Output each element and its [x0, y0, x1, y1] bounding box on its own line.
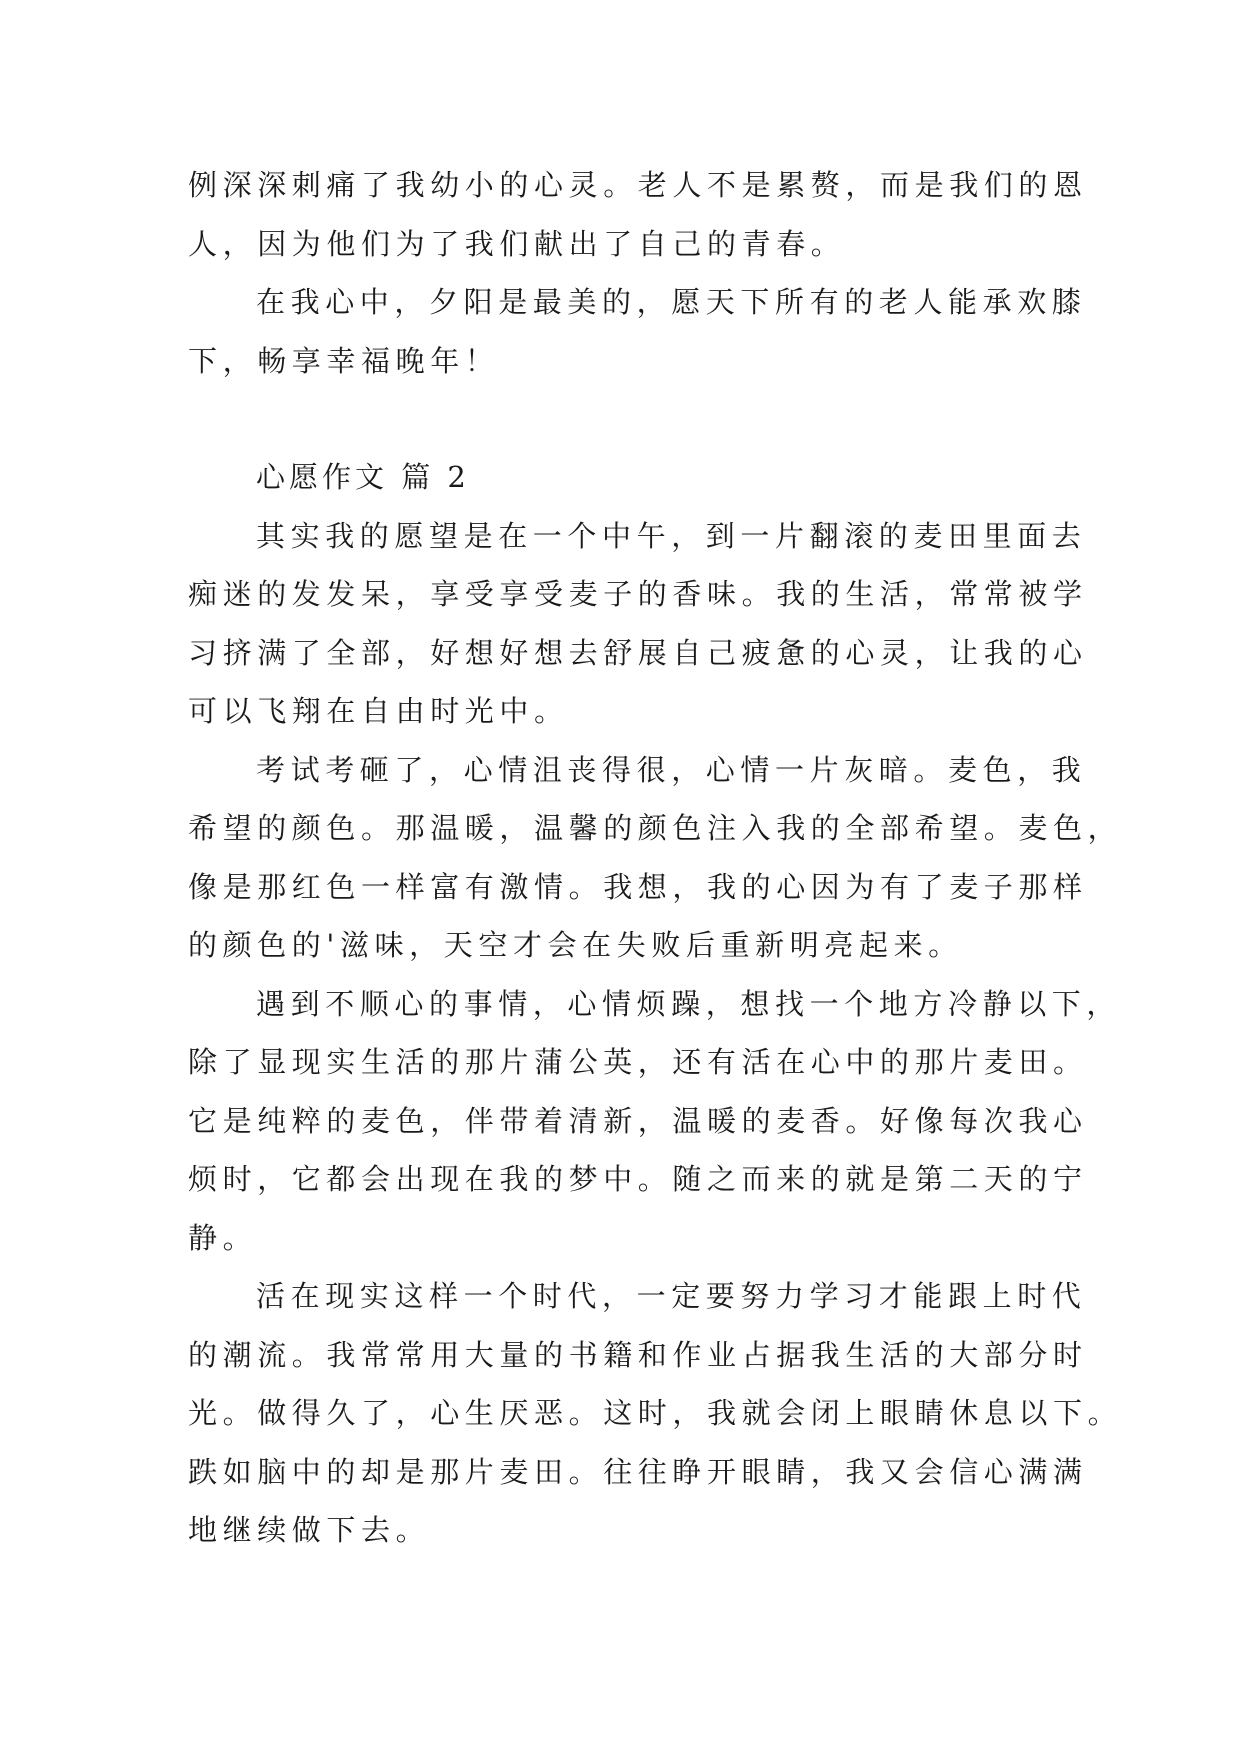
text-line: 的潮流。我常常用大量的书籍和作业占据我生活的大部分时	[188, 1337, 1088, 1372]
paragraph	[188, 975, 1122, 1268]
text-line: 可以飞翔在自由时光中。	[188, 694, 569, 728]
text-line: 考试考砸了，心情沮丧得很，心情一片灰暗。麦色，我	[256, 752, 1087, 787]
text-line: 活在现实这样一个时代，一定要努力学习才能跟上时代	[256, 1279, 1087, 1313]
text-line: 希望的颜色。那温暖，温馨的颜色注入我的全部希望。麦色，	[188, 811, 1123, 845]
intro-text	[188, 156, 1088, 390]
text-line: 人，因为他们为了我们献出了自己的青春。	[188, 226, 846, 261]
text-line: 痴迷的发发呆，享受享受麦子的香味。我的生活，常常被学	[188, 577, 1088, 611]
text-line: 像是那红色一样富有激情。我想，我的心因为有了麦子那样	[188, 869, 1088, 904]
text-line: 地继续做下去。	[188, 1513, 431, 1547]
text-line: 遇到不顺心的事情，心情烦躁，想找一个地方冷静以下，	[256, 986, 1122, 1021]
section-text	[188, 448, 1123, 1560]
text-line: 的颜色的'滋味，天空才会在失败后重新明亮起来。	[188, 928, 963, 962]
text-line: 静。	[188, 1220, 258, 1255]
text-line: 光。做得久了，心生厌恶。这时，我就会闭上眼睛休息以下。	[188, 1396, 1123, 1430]
text-line: 跌如脑中的却是那片麦田。往往睁开眼睛，我又会信心满满	[188, 1454, 1088, 1489]
text-line: 除了显现实生活的那片蒲公英，还有活在心中的那片麦田。	[188, 1045, 1088, 1079]
paragraph	[188, 156, 1088, 273]
paragraph	[188, 741, 1123, 975]
section-heading: 心愿作文 篇 2	[256, 460, 470, 494]
text-line: 例深深刺痛了我幼小的心灵。老人不是累赘，而是我们的恩	[188, 168, 1088, 202]
text-line: 其实我的愿望是在一个中午，到一片翻滚的麦田里面去	[256, 518, 1087, 553]
text-line: 下，畅享幸福晚年！	[188, 343, 500, 378]
text-line: 习挤满了全部，好想好想去舒展自己疲惫的心灵，让我的心	[188, 635, 1088, 670]
text-line: 烦时，它都会出现在我的梦中。随之而来的就是第二天的宁	[188, 1162, 1088, 1196]
paragraph	[188, 273, 1087, 390]
text-line: 在我心中，夕阳是最美的，愿天下所有的老人能承欢膝	[256, 285, 1087, 319]
text-line: 它是纯粹的麦色，伴带着清新，温暖的麦香。好像每次我心	[188, 1103, 1088, 1138]
paragraph	[188, 1267, 1123, 1560]
paragraph	[188, 507, 1088, 741]
